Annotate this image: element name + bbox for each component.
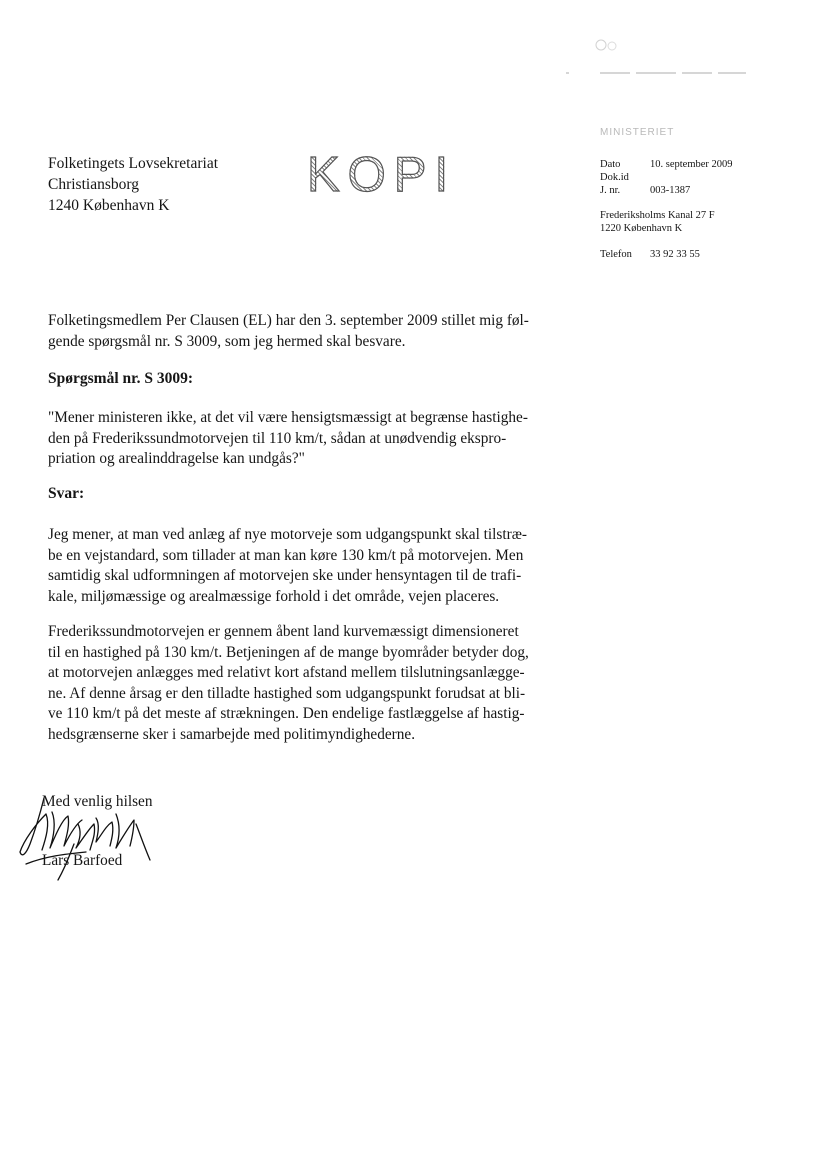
answer-paragraph-1 <box>48 525 558 607</box>
journal-number-row <box>600 184 733 197</box>
text-line: kale, miljømæssige og arealmæssige forhold i det område, vejen placeres. <box>48 587 500 605</box>
text-line: ve 110 km/t på det meste af strækningen. Den endelige fastlæggelse af hastig- <box>48 705 525 722</box>
letterhead-faint-line <box>566 70 748 76</box>
date-label: Dato <box>600 159 621 170</box>
phone-value: 33 92 33 55 <box>650 249 700 260</box>
ministry-logo-icon <box>592 36 622 54</box>
dok-id-row <box>600 171 733 184</box>
signatory-name: Lars Barfoed <box>42 852 123 869</box>
sender-address <box>600 209 715 235</box>
text-line: hedsgrænserne sker i samarbejde med politimyndighederne. <box>48 725 416 743</box>
sender-address-line: Frederiksholms Kanal 27 F <box>600 210 715 221</box>
text-line: at motorvejen anlægges med relativt kort afstand mellem tilslutningsanlægge- <box>48 664 525 681</box>
text-line: til en hastighed på 130 km/t. Betjeningen af de mange byområder betyder dog, <box>48 643 529 661</box>
journal-number-value: 003-1387 <box>650 185 691 196</box>
handwritten-signature <box>16 794 156 884</box>
recipient-line: Christiansborg <box>48 176 139 193</box>
date-row <box>600 158 733 171</box>
ministry-label: MINISTERIET <box>600 127 675 138</box>
date-value: 10. september 2009 <box>650 159 733 170</box>
recipient-address <box>48 153 218 216</box>
question-text <box>48 408 558 470</box>
text-line: Folketingsmedlem Per Clausen (EL) har den 3. september 2009 stillet mig føl- <box>48 312 529 329</box>
text-line: gende spørgsmål nr. S 3009, som jeg hermed skal besvare. <box>48 332 406 350</box>
sender-address-line: 1220 København K <box>600 223 683 234</box>
document-info <box>600 158 733 197</box>
phone-label: Telefon <box>600 249 632 260</box>
answer-heading: Svar: <box>48 485 85 502</box>
copy-stamp: KOPI <box>307 148 457 202</box>
text-line: den på Frederikssundmotorvejen til 110 km/t, sådan at unødvendig ekspro- <box>48 429 507 447</box>
text-line: priation og arealinddragelse kan undgås?" <box>48 450 305 467</box>
closing-greeting: Med venlig hilsen <box>42 793 153 810</box>
dok-id-label: Dok.id <box>600 172 629 183</box>
recipient-line: 1240 København K <box>48 197 170 214</box>
phone-row <box>600 249 700 260</box>
text-line: samtidig skal udformningen af motorvejen ske under hensyntagen til de trafi- <box>48 567 522 584</box>
recipient-line: Folketingets Lovsekretariat <box>48 155 219 172</box>
text-line: Frederikssundmotorvejen er gennem åbent land kurvemæssigt dimensioneret <box>48 623 519 640</box>
text-line: ne. Af denne årsag er den tilladte hastighed som udgangspunkt forudsat at bli- <box>48 684 526 702</box>
intro-paragraph <box>48 311 558 352</box>
text-line: Jeg mener, at man ved anlæg af nye motorveje som udgangspunkt skal tilstræ- <box>48 526 528 543</box>
question-heading: Spørgsmål nr. S 3009: <box>48 370 193 387</box>
answer-paragraph-2 <box>48 622 558 745</box>
journal-number-label: J. nr. <box>600 185 621 196</box>
text-line: be en vejstandard, som tillader at man kan køre 130 km/t på motorvejen. Men <box>48 546 524 564</box>
text-line: "Mener ministeren ikke, at det vil være hensigtsmæssigt at begrænse hastighe- <box>48 409 528 426</box>
